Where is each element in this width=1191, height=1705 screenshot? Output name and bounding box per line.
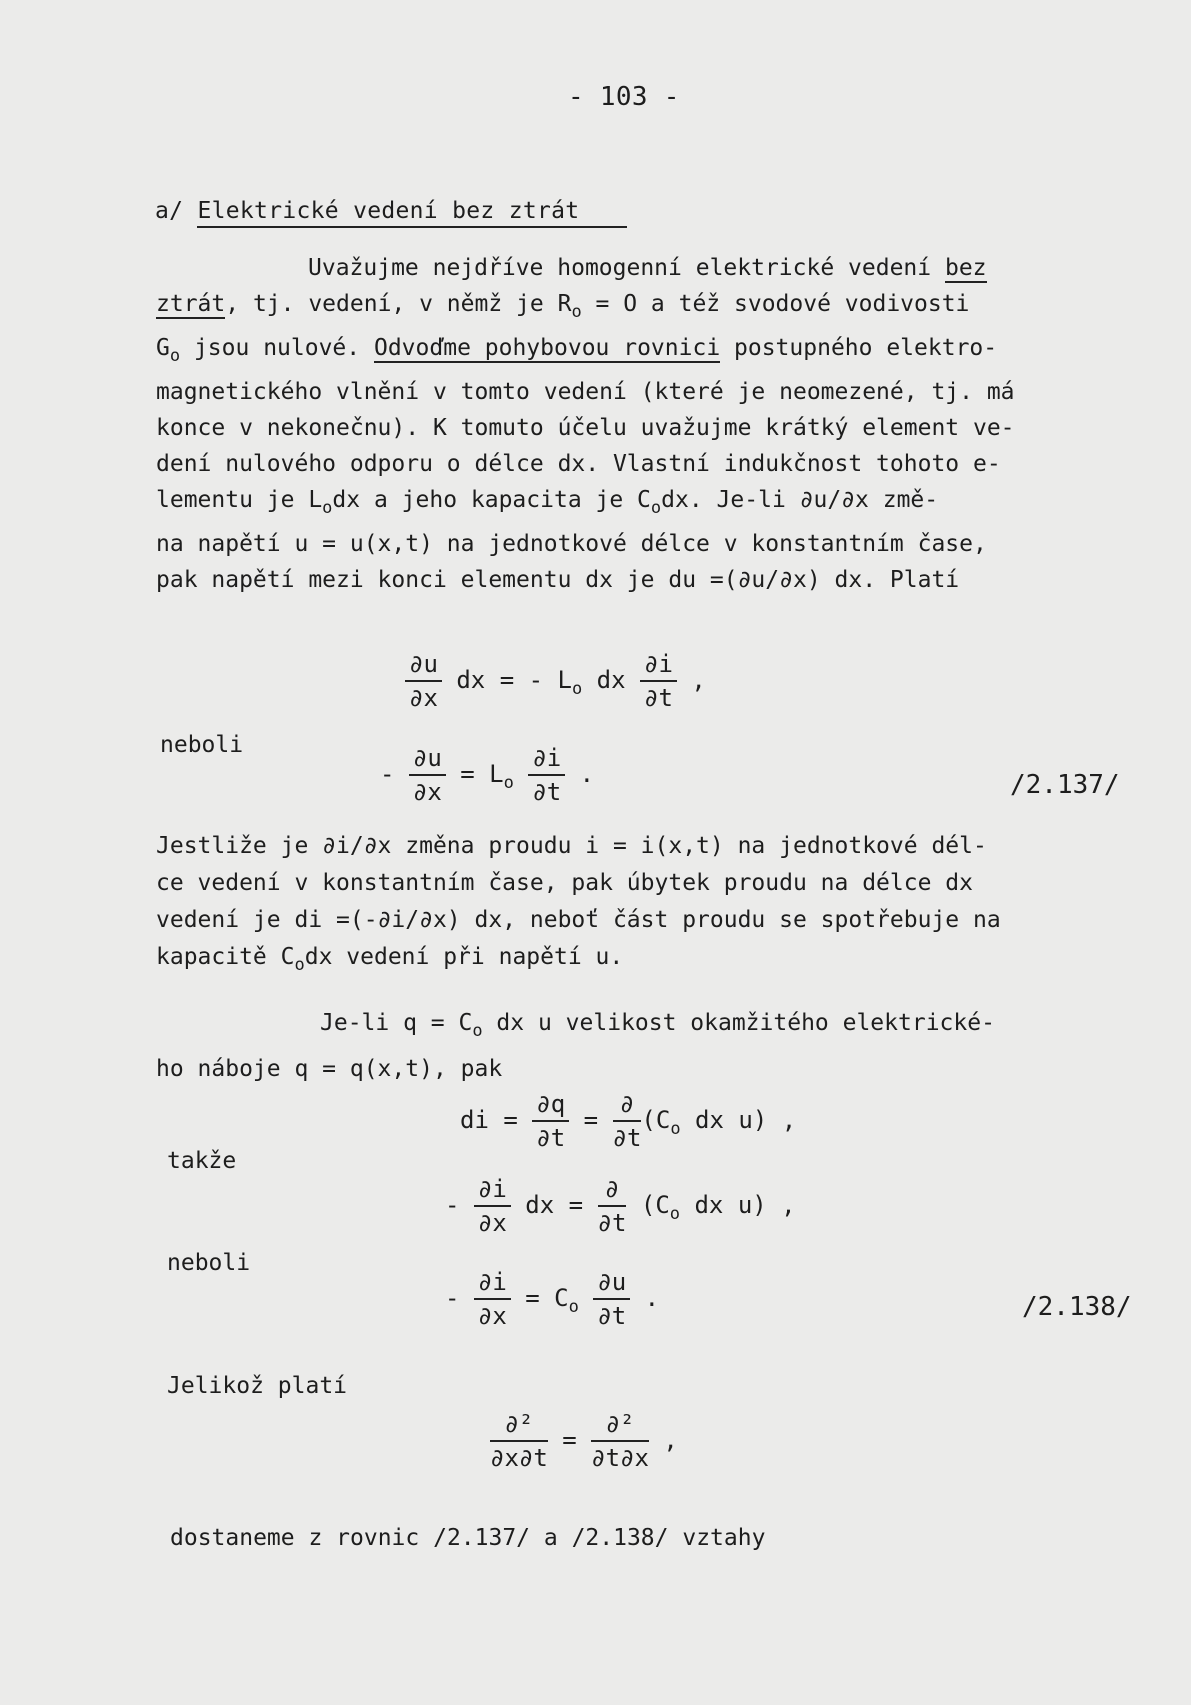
label-neboli-2: neboli bbox=[167, 1250, 251, 1276]
label-takze: takže bbox=[167, 1148, 237, 1174]
equation-1: $\frac{\partial u}{\partial x}$ dx = - $L_o$ dx $\frac{\partial i}{\partial t}$ , bbox=[405, 650, 706, 712]
paragraph-3: Je-li $q = C_o$ dx u velikost okamžitého elektrické- ho náboje q = q(x,t), pak bbox=[156, 1010, 995, 1082]
label-jelikoz: Jelikož platí bbox=[167, 1373, 348, 1399]
equation-3: di = $\frac{\partial q}{\partial t}$ = $\frac{\partial}{\partial t}$ ($C_o$ dx u) , bbox=[460, 1090, 797, 1152]
equation-6: $\frac{\text{∂²}}{\partial x\partial t}$ = $\frac{\text{∂²}}{\partial t\partial x}$ , bbox=[490, 1410, 678, 1472]
equation-2: - $\frac{\partial u}{\partial x}$ = $L_o$ $\frac{\partial i}{\partial t}$ . bbox=[380, 744, 595, 806]
label-neboli: neboli bbox=[160, 732, 244, 758]
equation-4: - $\frac{\partial i}{\partial x}$ dx = $\frac{\partial}{\partial t}$ ($C_o$ dx u) , bbox=[445, 1175, 796, 1237]
section-title: Elektrické vedení bez ztrát bbox=[197, 198, 580, 224]
paragraph-1: Uvažujme nejdříve homogenní elektrické vedení bez ztrát, tj. vedení, v němž je $R_o = O$ a též svodové vodivosti $G_o$ jsou nulové. Odvoďme pohybovou rovnici postupného elektro- magnetického vlnění v tomto vedení (které je neomezené, tj. má konce v nekonečnu). K tomuto účelu uvažujme krátký element ve- dení nulového odporu o délce dx. Vlastní indukčnost tohoto e- lementu je $L_odx$ a jeho kapacita je $C_odx$. Je-li ∂u/∂x změ- na napětí u = u(x,t) na jednotkové délce v konstantním čase, pak napětí mezi konci elementu dx je du =(∂u/∂x) dx. Platí bbox=[156, 255, 1015, 593]
equation-5: - $\frac{\partial i}{\partial x}$ = $C_o$ $\frac{\partial u}{\partial t}$ . bbox=[445, 1268, 660, 1330]
page-number: - 103 - bbox=[568, 82, 680, 112]
section-heading bbox=[155, 198, 627, 228]
equation-number-2137: /2.137/ bbox=[1010, 770, 1120, 800]
section-marker: a/ bbox=[155, 198, 184, 224]
equation-number-2138: /2.138/ bbox=[1022, 1292, 1132, 1322]
final-line: dostaneme z rovnic /2.137/ a /2.138/ vztahy bbox=[170, 1525, 766, 1551]
paragraph-2: Jestliže je ∂i/∂x změna proudu i = i(x,t) na jednotkové dél- ce vedení v konstantním čase, pak úbytek proudu na délce dx vedení je di =(-∂i/∂x) dx, neboť část proudu se spotřebuje na kapacitě $C_odx$ vedení při napětí u. bbox=[156, 833, 1001, 975]
